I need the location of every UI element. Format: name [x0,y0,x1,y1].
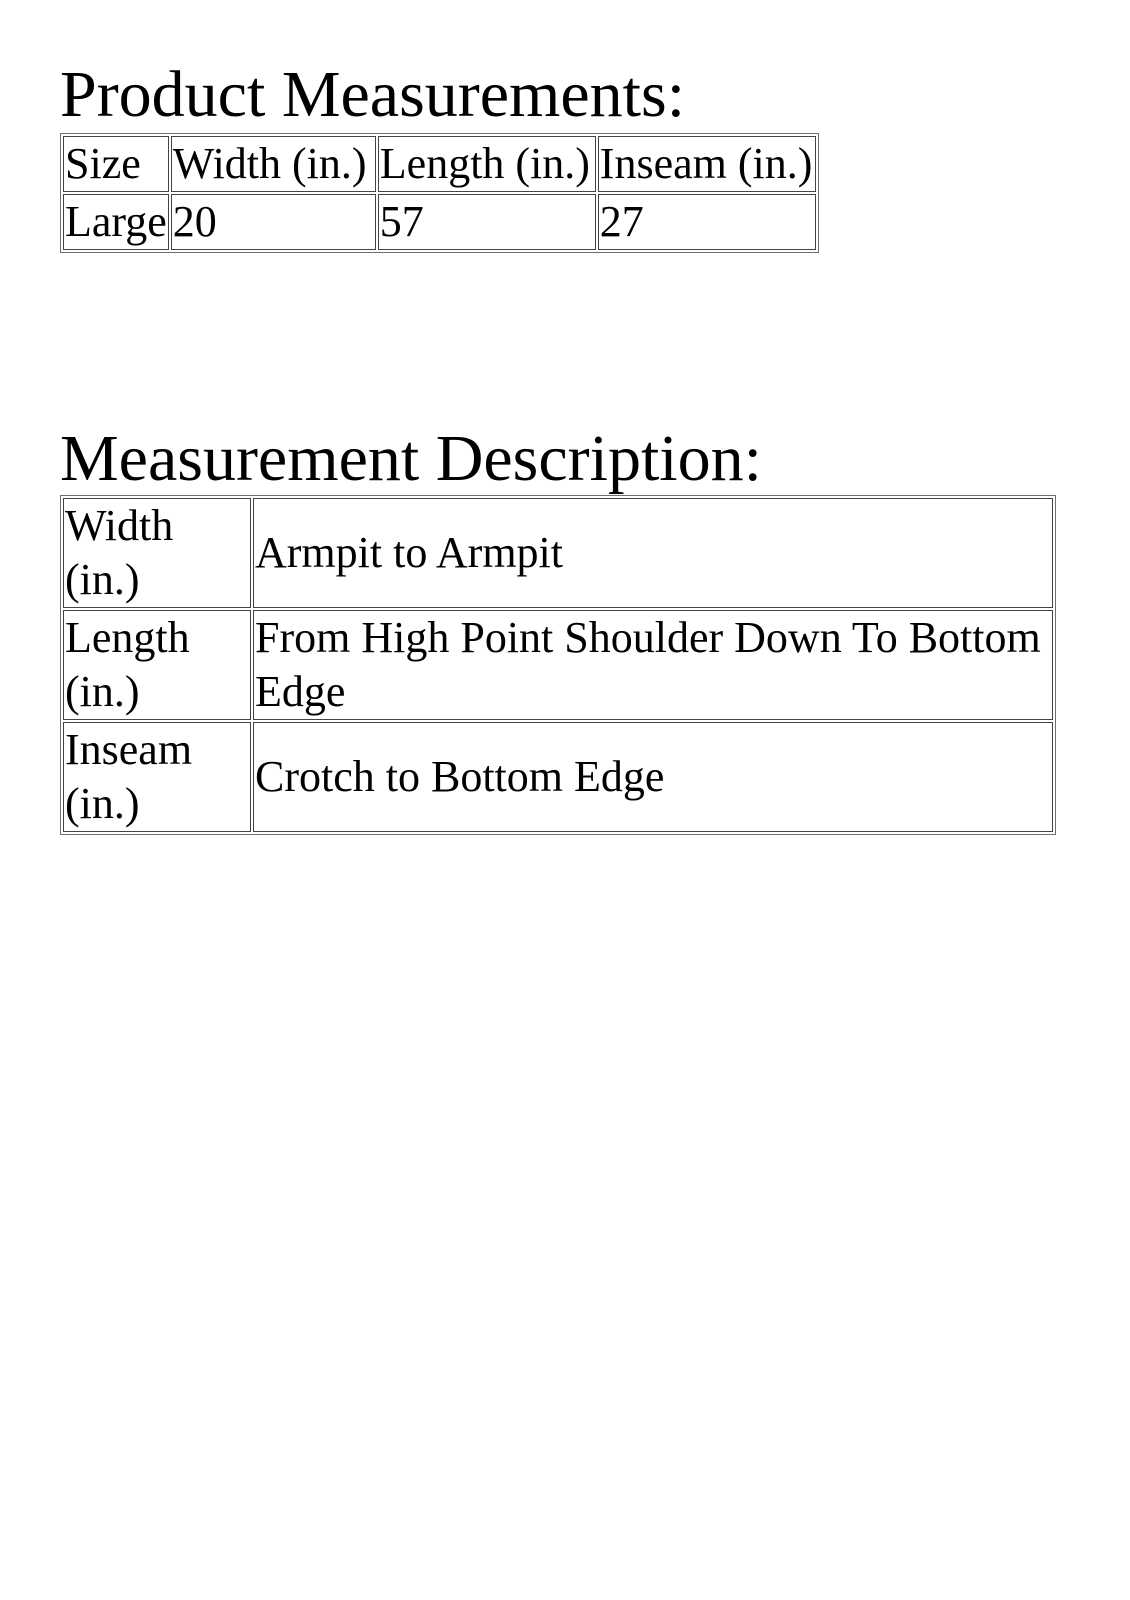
table-header-row [63,136,816,192]
product-measurements-title: Product Measurements: [60,58,686,131]
cell-size: Large [63,194,169,250]
header-size: Size [63,136,169,192]
table-row [63,722,1053,832]
cell-inseam: 27 [598,194,816,250]
cell-width: 20 [171,194,376,250]
header-length: Length (in.) [378,136,596,192]
table-row [63,498,1053,608]
description-label-width: Width (in.) [63,498,251,608]
header-inseam: Inseam (in.) [598,136,816,192]
cell-length: 57 [378,194,596,250]
description-text-inseam: Crotch to Bottom Edge [253,722,1053,832]
description-text-length: From High Point Shoulder Down To Bottom Edge [253,610,1053,720]
header-width: Width (in.) [171,136,376,192]
description-text-width: Armpit to Armpit [253,498,1053,608]
measurement-description-title: Measurement Description: [60,422,762,495]
table-row [63,610,1053,720]
table-row [63,194,816,250]
description-label-length: Length (in.) [63,610,251,720]
description-label-inseam: Inseam (in.) [63,722,251,832]
product-measurements-table [60,133,819,253]
measurement-description-table [60,495,1056,835]
